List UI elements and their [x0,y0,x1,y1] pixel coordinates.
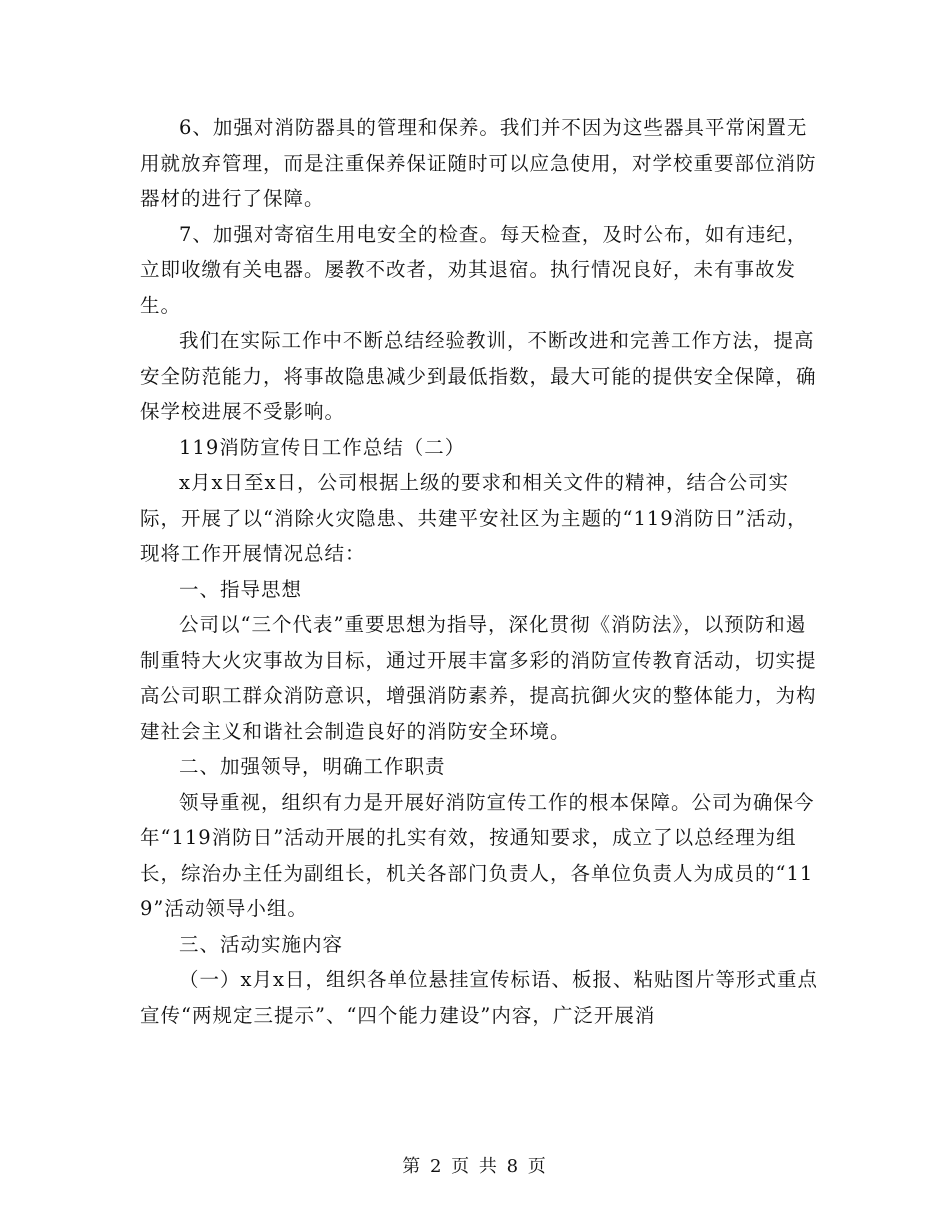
heading-activity-content: 三、活动实施内容 [179,932,344,956]
page-number-footer: 第 2 页 共 8 页 [402,1156,548,1177]
paragraph-6-equipment: 6、加强对消防器具的管理和保养。我们并不因为这些器具平常闲置无用就放弃管理，而是注重保养保证随时可以应急使用，对学校重要部位消防器材的进行了保障。 [140,116,817,210]
heading-leadership: 二、加强领导，明确工作职责 [179,755,446,778]
paragraph-7-dormitory: 7、加强对寄宿生用电安全的检查。每天检查，及时公布，如有违纪，立即收缴有关电器。屡教不改者，劝其退宿。执行情况良好，未有事故发生。 [140,222,808,317]
section-title: 119消防宣传日工作总结（二） [179,435,466,459]
paragraph-summary: 我们在实际工作中不断总结经验教训，不断改进和完善工作方法，提高安全防范能力，将事故隐患减少到最低指数，最大可能的提供安全保障，确保学校进展不受影响。 [140,329,817,423]
paragraph-leadership: 领导重视，组织有力是开展好消防宣传工作的根本保障。公司为确保今年“119消防日”活动开展的扎实有效，按通知要求，成立了以总经理为组长，综治办主任为副组长，机关各部门负责人，各单位负责人为成员的“119”活动领导小组。 [140,790,815,920]
paragraph-guiding-ideology: 公司以“三个代表”重要思想为指导，深化贯彻《消防法》，以预防和遏制重特大火灾事故为目标，通过开展丰富多彩的消防宣传教育活动，切实提高公司职工群众消防意识，增强消防素养，提高抗御火灾的整体能力，为构建社会主义和谐社会制造良好的消防安全环境。 [140,613,817,743]
paragraph-activity-1: （一）x月x日，组织各单位悬挂宣传标语、板报、粘贴图片等形式重点宣传“两规定三提示”、“四个能力建设”内容，广泛开展消 [140,968,818,1027]
document-body [140,110,820,1033]
heading-guiding-ideology: 一、指导思想 [179,577,303,601]
paragraph-intro: x月x日至x日，公司根据上级的要求和相关文件的精神，结合公司实际，开展了以“消除火灾隐患、共建平安社区为主题的“119消防日”活动，现将工作开展情况总结： [140,471,808,565]
